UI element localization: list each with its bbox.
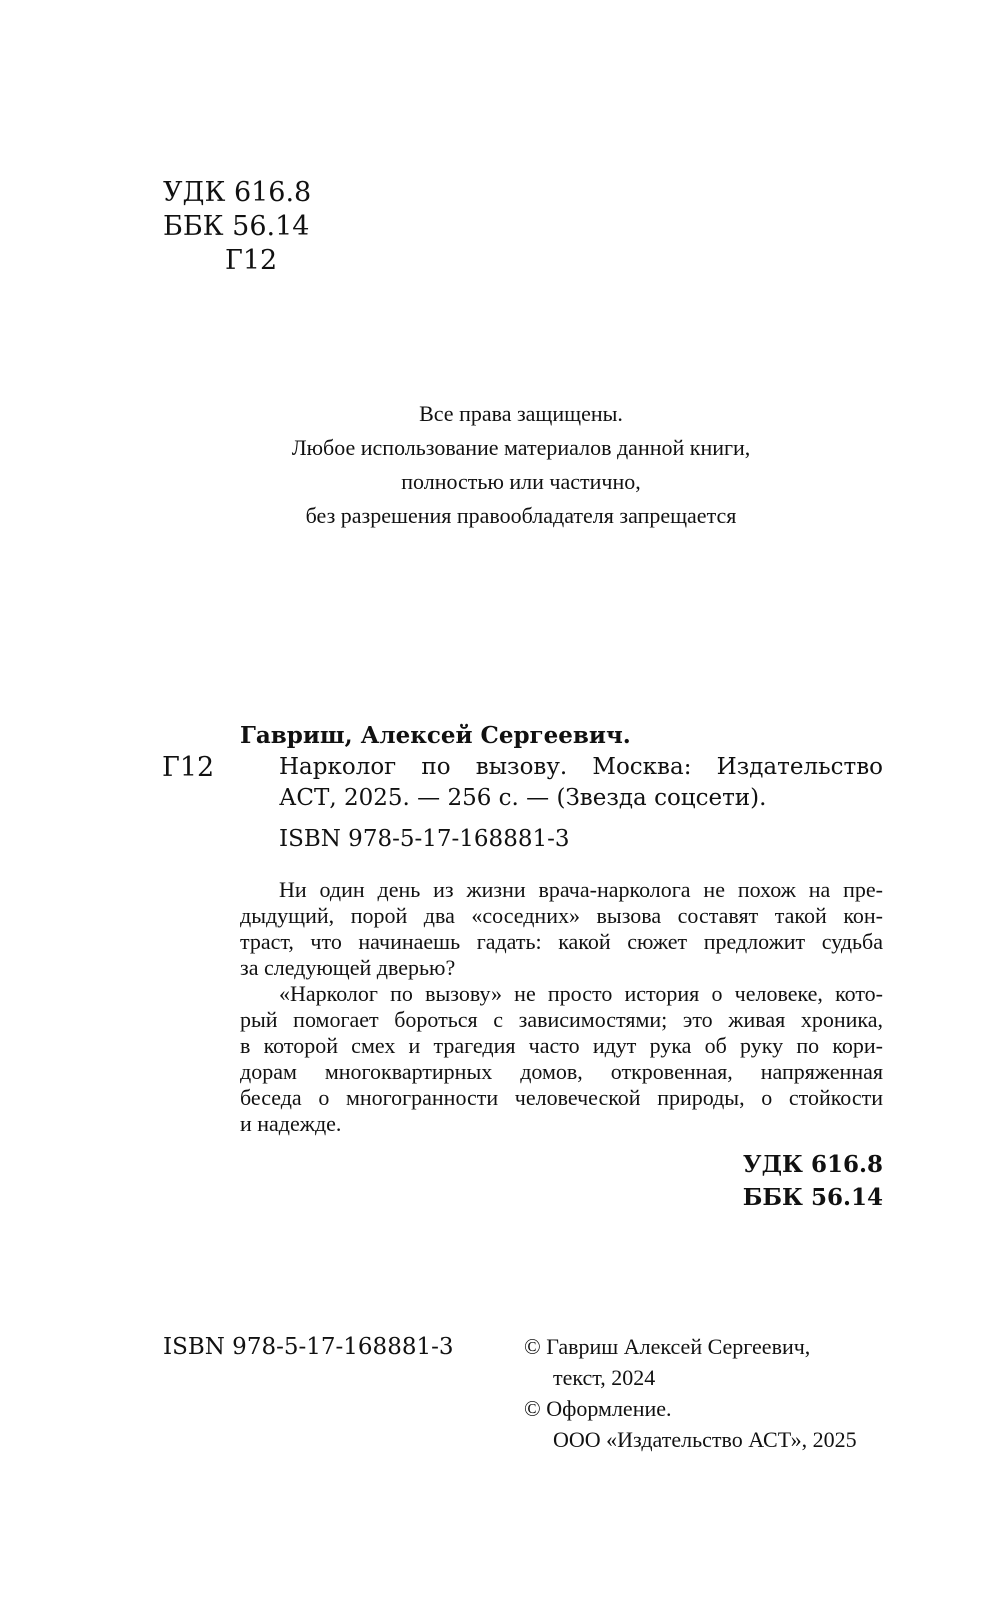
annotation-line: рый помогает бороться с зависимостями; это живая хроника,	[240, 1007, 883, 1032]
rights-line: Все права защищены.	[419, 401, 623, 426]
rights-line: полностью или частично,	[401, 469, 641, 494]
author-mark: Г12	[225, 245, 278, 276]
bib-isbn: ISBN 978-5-17-168881-3	[279, 825, 570, 852]
copyright-line: текст, 2024	[553, 1365, 656, 1390]
annotation-line: дорам многоквартирных домов, откровенная, напряженная	[240, 1059, 883, 1084]
bib-title-line: Нарколог по вызову. Москва: Издательство	[279, 753, 883, 780]
bbk-code: ББК 56.14	[163, 211, 310, 242]
udk-code: УДК 616.8	[163, 177, 312, 208]
isbn-bottom: ISBN 978-5-17-168881-3	[163, 1334, 454, 1360]
footer-classification-codes	[743, 1148, 883, 1214]
annotation-line: дыдущий, порой два «соседних» вызова составят такой кон-	[240, 903, 883, 928]
rights-notice	[240, 397, 802, 533]
copyright-line: © Оформление.	[524, 1396, 672, 1421]
footer-udk-code: УДК 616.8	[742, 1151, 883, 1178]
copyright-line: © Гавриш Алексей Сергеевич,	[524, 1334, 811, 1359]
bibliographic-record	[240, 720, 883, 855]
annotation-line: в которой смех и трагедия часто идут рука об руку по кори-	[240, 1033, 883, 1058]
annotation-line: Ни один день из жизни врача-нарколога не похож на пре-	[279, 877, 883, 902]
bib-title-line: АСТ, 2025. — 256 с. — (Звезда соцсети).	[279, 785, 767, 811]
copyright-block	[524, 1331, 857, 1455]
annotation	[240, 877, 883, 1137]
classification-codes	[163, 176, 311, 278]
annotation-line: и надежде.	[240, 1111, 342, 1136]
annotation-line: траст, что начинаешь гадать: какой сюжет предложит судьба	[240, 929, 883, 954]
bib-author: Гавриш, Алексей Сергеевич.	[240, 722, 631, 749]
bib-author-mark: Г12	[162, 752, 215, 783]
annotation-line: беседа о многогранности человеческой природы, о стойкости	[240, 1085, 883, 1110]
rights-line: без разрешения правообладателя запрещается	[305, 503, 737, 528]
copyright-line: ООО «Издательство АСТ», 2025	[553, 1427, 857, 1452]
rights-line: Любое использование материалов данной книги,	[291, 435, 751, 460]
annotation-line: «Нарколог по вызову» не просто история о человеке, кото-	[279, 981, 883, 1006]
annotation-line: за следующей дверью?	[240, 955, 456, 980]
footer-bbk-code: ББК 56.14	[742, 1184, 883, 1211]
